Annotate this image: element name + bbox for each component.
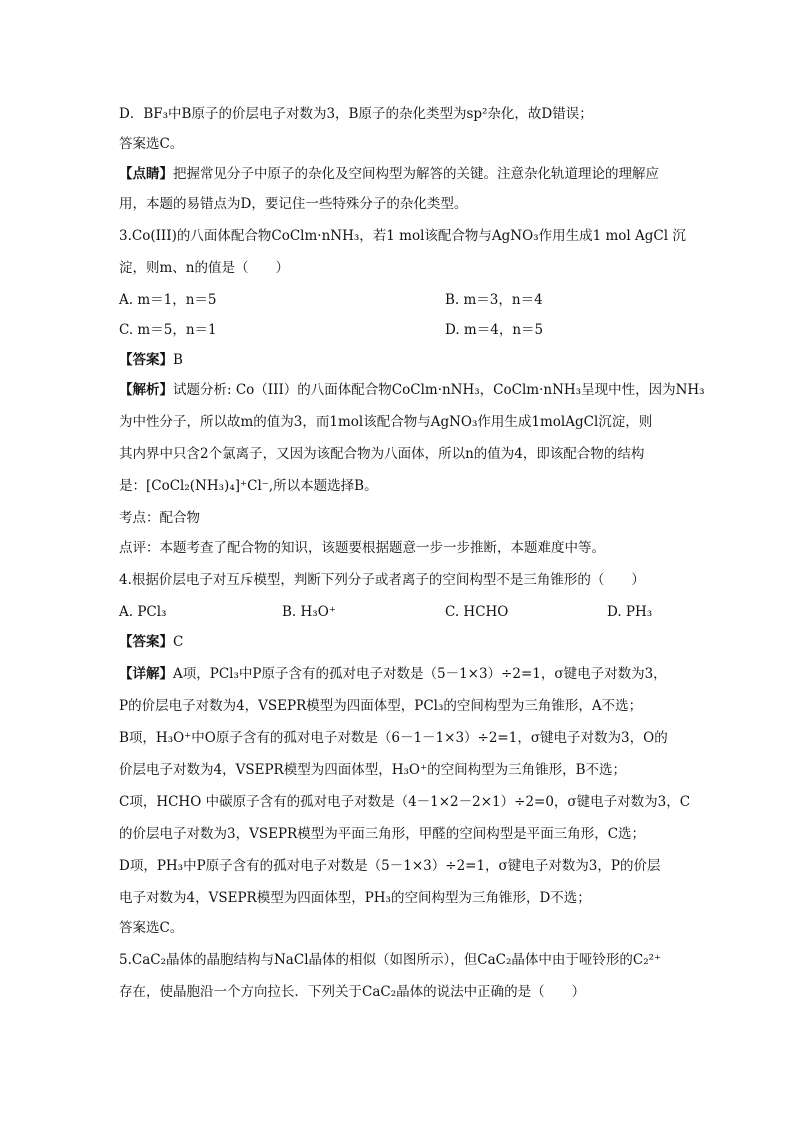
q2-answer-choice: 答案选C。 xyxy=(119,136,184,152)
q3-analysis-line-4: 是：[CoCl₂(NH₃)₄]⁺Cl⁻,所以本题选择B。 xyxy=(119,478,378,494)
q3-stem-line-1: 3.Co(III)的八面体配合物CoClm·nNH₃，若1 mol该配合物与AgNO₃作用生成1 mol AgCl 沉 xyxy=(119,228,686,244)
q4-detail-line-4: 价层电子对数为4，VSEPR模型为四面体型，H₃O⁺的空间构型为三角锥形，B不选； xyxy=(119,762,626,778)
q4-option-b: B. H₃O⁺ xyxy=(282,604,336,620)
q3-option-a: A. m＝1，n＝5 xyxy=(119,292,217,308)
q4-option-c: C. HCHO xyxy=(445,604,509,620)
q3-option-c: C. m＝5，n＝1 xyxy=(119,322,217,338)
q3-analysis-line-2: 为中性分子，所以故m的值为3，而1mol该配合物与AgNO₃作用生成1molAgCl沉淀，则 xyxy=(119,414,653,430)
q3-dianping: 点评：本题考查了配合物的知识，该题要根据题意一步一步推断，本题难度中等。 xyxy=(119,540,605,556)
answer-label: 【答案】 xyxy=(119,634,173,650)
q4-answer-choice: 答案选C。 xyxy=(119,920,184,936)
q3-option-d: D. m＝4，n＝5 xyxy=(445,322,544,338)
q4-detail-line-1: 【详解】A项，PCl₃中P原子含有的孤对电子对数是（5－1×3）÷2=1，σ键电子对数为3， xyxy=(119,666,667,682)
q3-kaodian: 考点：配合物 xyxy=(119,510,200,526)
q2-tip-line-2: 用，本题的易错点为D，要记住一些特殊分子的杂化类型。 xyxy=(119,196,468,212)
q4-option-a: A. PCl₃ xyxy=(119,604,167,620)
q5-stem-line-1: 5.CaC₂晶体的晶胞结构与NaCl晶体的相似（如图所示），但CaC₂晶体中由于哑铃形的C₂²⁺ xyxy=(119,952,662,968)
answer-label: 【答案】 xyxy=(119,352,173,368)
q4-stem: 4.根据价层电子对互斥模型，判断下列分子或者离子的空间构型不是三角锥形的（ ） xyxy=(119,572,645,588)
q4-detail-line-3: B项，H₃O⁺中O原子含有的孤对电子对数是（6－1－1×3）÷2=1，σ键电子对数为3，O的 xyxy=(119,730,668,746)
q4-detail-line-8: 电子对数为4，VSEPR模型为四面体型，PH₃的空间构型为三角锥形，D不选； xyxy=(119,890,591,906)
detail-label: 【详解】 xyxy=(119,666,173,682)
q4-detail-line-5: C项，HCHO 中碳原子含有的孤对电子对数是（4－1×2－2×1）÷2=0，σ键电子对数为3，C xyxy=(119,794,691,810)
q3-stem-line-2: 淀，则m、n的值是（ ） xyxy=(119,260,289,276)
q5-stem-line-2: 存在，使晶胞沿一个方向拉长．下列关于CaC₂晶体的说法中正确的是（ ） xyxy=(119,984,586,1000)
q3-analysis-line-1: 【解析】试题分析: Co（III）的八面体配合物CoClm·nNH₃，CoClm·nNH₃呈现中性，因为NH₃ xyxy=(119,382,705,398)
q4-detail-line-6: 的价层电子对数为3，VSEPR模型为平面三角形，甲醛的空间构型是平面三角形，C选； xyxy=(119,826,646,842)
q3-answer: 【答案】B xyxy=(119,352,183,368)
q2-tip-line-1: 【点睛】把握常见分子中原子的杂化及空间构型为解答的关键。注意杂化轨道理论的理解应 xyxy=(119,166,659,182)
q3-analysis-line-3: 其内界中只含2个氯离子，又因为该配合物为八面体，所以n的值为4，即该配合物的结构 xyxy=(119,446,645,462)
q4-detail-line-7: D项，PH₃中P原子含有的孤对电子对数是（5－1×3）÷2=1，σ键电子对数为3，P的价层 xyxy=(119,858,661,874)
q3-option-b: B. m＝3，n＝4 xyxy=(445,292,543,308)
q2-option-d-explanation: D．BF₃中B原子的价层电子对数为3，B原子的杂化类型为sp²杂化，故D错误； xyxy=(119,106,593,122)
q4-answer: 【答案】C xyxy=(119,634,184,650)
q4-option-d: D. PH₃ xyxy=(607,604,653,620)
q4-detail-line-2: P的价层电子对数为4，VSEPR模型为四面体型，PCl₃的空间构型为三角锥形，A不选； xyxy=(119,698,643,714)
tip-label: 【点睛】 xyxy=(119,166,173,182)
analysis-label: 【解析】 xyxy=(119,382,173,398)
